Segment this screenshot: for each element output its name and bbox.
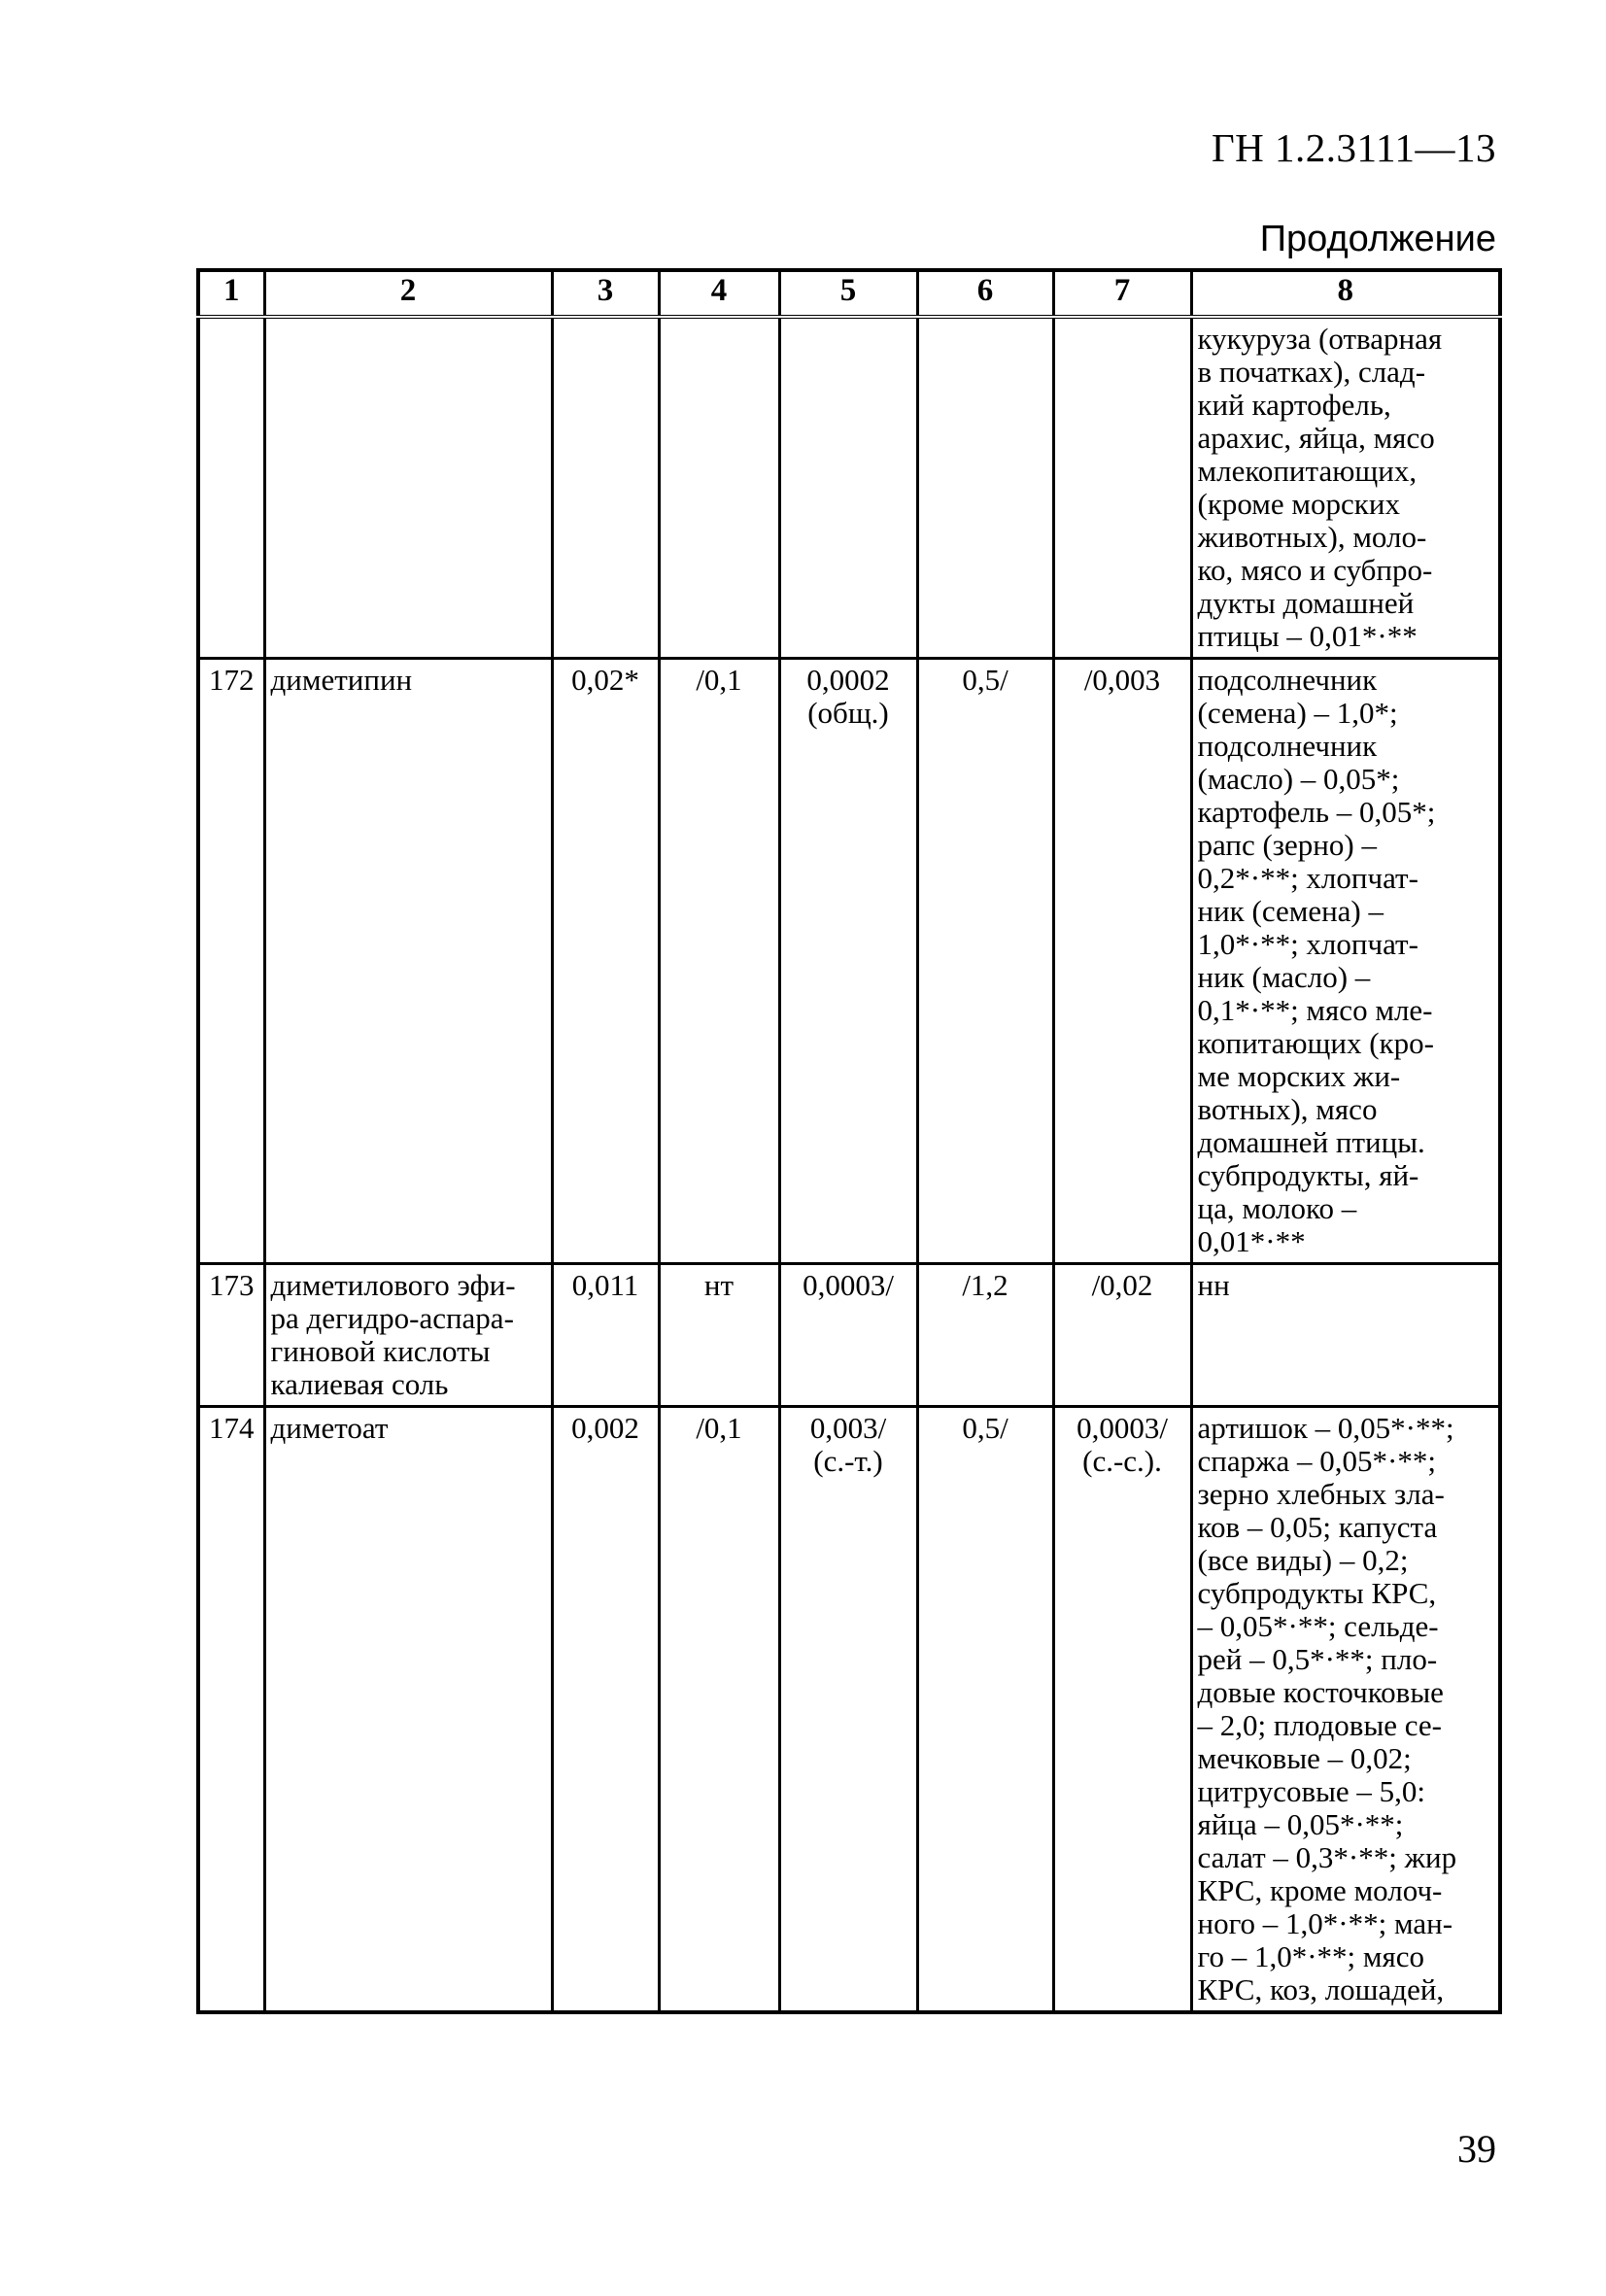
- column-header-5: 5: [779, 270, 917, 317]
- table-row: [198, 1264, 1500, 1407]
- cell-line: ник (масло) –: [1197, 960, 1371, 994]
- column-header-1: 1: [198, 270, 264, 317]
- cell-line: КРС, кроме молоч-: [1197, 1873, 1443, 1907]
- row-number: 174: [198, 1407, 264, 2013]
- product-limits: [1191, 317, 1500, 659]
- column-header-4: 4: [659, 270, 779, 317]
- cell-line: – 2,0; плодовые се-: [1197, 1708, 1442, 1742]
- continuation-label: Продолжение: [1259, 219, 1496, 259]
- cell-line: нт: [703, 1268, 735, 1302]
- substance-name: [264, 1407, 552, 2013]
- cell-line: 0,02*: [571, 663, 639, 697]
- cell-line: спаржа – 0,05*·**;: [1197, 1444, 1436, 1478]
- cell-line: 0,002: [571, 1411, 639, 1445]
- cell-line: /0,003: [1083, 663, 1161, 697]
- norms-table-container: [196, 268, 1502, 2014]
- value-col-4: [659, 659, 779, 1264]
- cell-line: подсолнечник: [1197, 663, 1378, 697]
- cell-line: субпродукты КРС,: [1197, 1576, 1437, 1610]
- value-col-5: [779, 317, 917, 659]
- cell-line: 0,011: [571, 1268, 639, 1302]
- cell-line: (все виды) – 0,2;: [1197, 1543, 1409, 1577]
- cell-line: 0,0003/: [803, 1268, 894, 1302]
- value-col-5: [779, 1264, 917, 1407]
- cell-line: рей – 0,5*·**; пло-: [1197, 1642, 1438, 1676]
- column-header-8: 8: [1191, 270, 1500, 317]
- page-number: 39: [1457, 2127, 1496, 2171]
- cell-line: арахис, яйца, мясо: [1197, 421, 1435, 455]
- row-number: [198, 317, 264, 659]
- value-col-4: [659, 1407, 779, 2013]
- table-row: [198, 659, 1500, 1264]
- product-limits: [1191, 1264, 1500, 1407]
- cell-line: 0,1*·**; мясо мле-: [1197, 993, 1433, 1027]
- cell-line: (кроме морских: [1197, 487, 1400, 521]
- cell-line: животных), моло-: [1197, 520, 1427, 554]
- row-number: 173: [198, 1264, 264, 1407]
- cell-line: 0,01*·**: [1197, 1224, 1306, 1258]
- value-col-4: [659, 1264, 779, 1407]
- product-limits: [1191, 659, 1500, 1264]
- cell-line: 1,0*·**; хлопчат-: [1197, 927, 1418, 961]
- substance-name: [264, 1264, 552, 1407]
- value-col-3: [552, 1407, 659, 2013]
- cell-line: калиевая соль: [270, 1367, 449, 1401]
- value-col-3: [552, 659, 659, 1264]
- value-col-6: [917, 1407, 1053, 2013]
- cell-line: кий картофель,: [1197, 388, 1391, 422]
- cell-line: 0,003/: [809, 1411, 887, 1445]
- cell-line: артишок – 0,05*·**;: [1197, 1411, 1454, 1445]
- cell-line: гиновой кислоты: [270, 1334, 491, 1368]
- table-body: [198, 317, 1500, 2012]
- value-col-7: [1053, 317, 1191, 659]
- column-header-7: 7: [1053, 270, 1191, 317]
- cell-line: дукты домашней: [1197, 586, 1415, 620]
- cell-line: ков – 0,05; капуста: [1197, 1510, 1438, 1544]
- cell-line: диметипин: [270, 663, 413, 697]
- cell-line: (с.-т.): [813, 1444, 883, 1478]
- value-col-6: [917, 659, 1053, 1264]
- value-col-4: [659, 317, 779, 659]
- cell-line: 0,0003/: [1076, 1411, 1168, 1445]
- cell-line: кукуруза (отварная: [1197, 322, 1443, 356]
- cell-line: субпродукты, яй-: [1197, 1158, 1419, 1192]
- table-header-row: [198, 270, 1500, 317]
- cell-line: нн: [1197, 1268, 1230, 1302]
- cell-line: диметоат: [270, 1411, 389, 1445]
- cell-line: (масло) – 0,05*;: [1197, 762, 1400, 796]
- cell-line: 0,0002: [806, 663, 890, 697]
- column-header-2: 2: [264, 270, 552, 317]
- cell-line: яйца – 0,05*·**;: [1197, 1807, 1404, 1841]
- value-col-7: [1053, 1264, 1191, 1407]
- cell-line: ца, молоко –: [1197, 1191, 1357, 1225]
- cell-line: /1,2: [962, 1268, 1008, 1302]
- cell-line: ра дегидро-аспара-: [270, 1301, 514, 1335]
- table-row: [198, 317, 1500, 659]
- table-row: [198, 1407, 1500, 2013]
- value-col-5: [779, 1407, 917, 2013]
- cell-line: млекопитающих,: [1197, 454, 1418, 488]
- cell-line: 0,5/: [962, 663, 1008, 697]
- cell-line: довые косточковые: [1197, 1675, 1444, 1709]
- cell-line: 0,5/: [962, 1411, 1008, 1445]
- cell-line: /0,1: [696, 663, 742, 697]
- cell-line: (общ.): [807, 696, 889, 730]
- cell-line: подсолнечник: [1197, 729, 1378, 763]
- cell-line: домашней птицы.: [1197, 1125, 1425, 1159]
- cell-line: ного – 1,0*·**; ман-: [1197, 1906, 1453, 1940]
- value-col-3: [552, 317, 659, 659]
- cell-line: ник (семена) –: [1197, 894, 1384, 928]
- value-col-7: [1053, 1407, 1191, 2013]
- cell-line: копитающих (кро-: [1197, 1026, 1434, 1060]
- product-limits: [1191, 1407, 1500, 2013]
- value-col-7: [1053, 659, 1191, 1264]
- cell-line: в початках), слад-: [1197, 355, 1426, 389]
- cell-line: го – 1,0*·**; мясо: [1197, 1939, 1425, 1973]
- row-number: 172: [198, 659, 264, 1264]
- document-code: ГН 1.2.3111—13: [1211, 125, 1496, 170]
- cell-line: – 0,05*·**; сельде-: [1197, 1609, 1439, 1643]
- cell-line: ко, мясо и субпро-: [1197, 553, 1433, 587]
- cell-line: ме морских жи-: [1197, 1059, 1401, 1093]
- value-col-3: [552, 1264, 659, 1407]
- cell-line: диметилового эфи-: [270, 1268, 516, 1302]
- column-header-6: 6: [917, 270, 1053, 317]
- cell-line: картофель – 0,05*;: [1197, 795, 1436, 829]
- column-header-3: 3: [552, 270, 659, 317]
- cell-line: цитрусовые – 5,0:: [1197, 1774, 1426, 1808]
- value-col-5: [779, 659, 917, 1264]
- value-col-6: [917, 1264, 1053, 1407]
- value-col-6: [917, 317, 1053, 659]
- cell-line: (с.-с.).: [1082, 1444, 1162, 1478]
- cell-line: /0,02: [1091, 1268, 1153, 1302]
- cell-line: вотных), мясо: [1197, 1092, 1378, 1126]
- cell-line: мечковые – 0,02;: [1197, 1741, 1412, 1775]
- substance-name: [264, 659, 552, 1264]
- cell-line: салат – 0,3*·**; жир: [1197, 1840, 1457, 1874]
- cell-line: рапс (зерно) –: [1197, 828, 1377, 862]
- substance-name: [264, 317, 552, 659]
- cell-line: 0,2*·**; хлопчат-: [1197, 861, 1418, 895]
- cell-line: зерно хлебных зла-: [1197, 1477, 1445, 1511]
- cell-line: КРС, коз, лошадей,: [1197, 1972, 1445, 2006]
- cell-line: птицы – 0,01*·**: [1197, 619, 1418, 653]
- cell-line: /0,1: [696, 1411, 742, 1445]
- norms-table: [196, 268, 1502, 2014]
- cell-line: (семена) – 1,0*;: [1197, 696, 1398, 730]
